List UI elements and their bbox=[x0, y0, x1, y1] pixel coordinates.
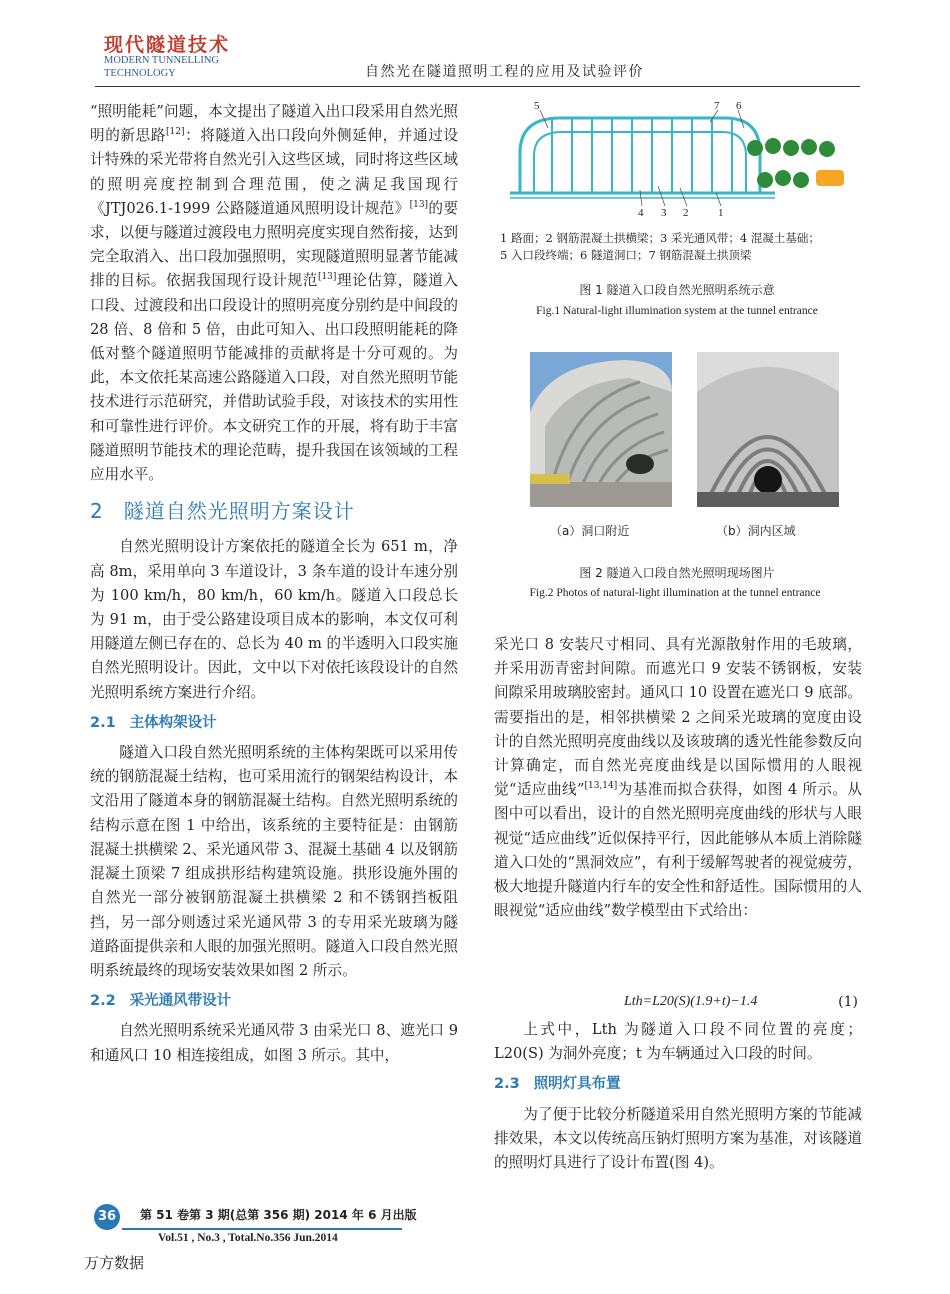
journal-title-en bbox=[104, 54, 219, 80]
header-divider bbox=[95, 86, 860, 87]
figure-label: 5 bbox=[534, 100, 540, 112]
citation: [12] bbox=[165, 127, 185, 138]
figure1-legend: 1 路面；2 钢筋混凝土拱横梁；3 采光通风带；4 混凝土基础； 5 入口段终端；6 隧道洞口；7 钢筋混凝土拱顶梁 bbox=[500, 231, 820, 262]
page-number: 36 bbox=[94, 1204, 120, 1230]
body-paragraph: 自然光照明设计方案依托的隧道全长为 651 m，净高 8m，采用单向 3 车道设计，3 条车道的设计车速分别为 100 km/h，80 km/h，60 km/h。隧道入口段总长为 91 m，由于受公路建设项目成本的影响，本文仅可利用隧道左侧已存在的、总长为 40 m 的半透明入口段实施自然光照明设计。因此，文中以下对依托该段设计的自然光照明系统方案进行介绍。 bbox=[90, 538, 458, 701]
body-paragraph: 隧道入口段自然光照明系统的主体构架既可以采用传统的钢筋混凝土结构，也可采用流行的钢架结构设计，本文沿用了隧道本身的钢筋混凝土结构。自然光照明系统的结构示意在图 1 中给出，该系统的主要特征是：由钢筋混凝土拱横梁 2、采光通风带 3、混凝土基础 4 以及钢筋混凝土顶梁 7 组成拱形结构建筑设施。拱形设施外围的自然光一部分被钢筋混凝土拱横梁 2 和不锈钢挡板阻挡，另一部分则透过采光通风带 3 的专用采光玻璃为隧道路面提供亲和人眼的加强光照明。隧道入口段自然光照明系统最终的现场安装效果如图 2 所示。 bbox=[90, 744, 458, 979]
journal-title-en-line1: MODERN TUNNELLING bbox=[104, 55, 220, 66]
body-paragraph: 上式中，Lth 为隧道入口段不同位置的亮度；L20(S) 为洞外亮度；t 为车辆通过入口段的时间。 bbox=[494, 1021, 862, 1063]
issue-info-en: Vol.51 , No.3 , Total.No.356 Jun.2014 bbox=[158, 1232, 338, 1244]
figure2-subcaption-b: （b）洞内区域 bbox=[716, 524, 796, 538]
figure-label: 6 bbox=[736, 100, 742, 112]
running-title: 自然光在隧道照明工程的应用及试验评价 bbox=[365, 64, 644, 80]
left-column bbox=[90, 100, 458, 1068]
body-paragraph: 为了便于比较分析隧道采用自然光照明方案的节能减排效果，本文以传统高压钠灯照明方案为基准，对该隧道的照明灯具进行了设计布置(图 4)。 bbox=[494, 1105, 862, 1172]
figure2-subcaption-a: （a）洞口附近 bbox=[550, 524, 630, 538]
source-watermark: 万方数据 bbox=[84, 1254, 145, 1272]
figure-label: 2 bbox=[683, 207, 689, 219]
body-paragraph: 采光口 8 安装尺寸相同、具有光源散射作用的毛玻璃，并采用沥青密封间隙。而遮光口 9 安装不锈钢板，安装间隙采用玻璃胶密封。通风口 10 设置在遮光口 9 底部。需要指出的是，相邻拱横梁 2 之间采光玻璃的宽度由设计的自然光照明亮度曲线以及该玻璃的透光性能参数反向计算确定，而自然光亮度曲线是以国际惯用的人眼视觉“适应曲线”[13,14]为基准而拟合获得，如图 4 所示。从图中可以看出，设计的自然光照明亮度曲线的形状与人眼视觉“适应曲线”近似保持平行，因此能够从本质上消除隧道入口处的“黑洞效应”，有利于缓解驾驶者的视觉疲劳，极大地提升隧道内行车的安全性和舒适性。国际惯用的人眼视觉“适应曲线”数学模型由下式给出： bbox=[494, 636, 862, 920]
figure-label: 3 bbox=[661, 207, 667, 219]
figure-label: 4 bbox=[638, 207, 644, 219]
figure2-caption-cn: 图 2 隧道入口段自然光照明现场图片 bbox=[579, 566, 775, 580]
figure-label: 1 bbox=[718, 207, 724, 219]
citation: [13] bbox=[317, 272, 337, 283]
citation: [13,14] bbox=[584, 781, 618, 792]
issue-info-cn: 第 51 卷第 3 期(总第 356 期) 2014 年 6 月出版 bbox=[140, 1208, 417, 1222]
photo-tunnel-interior bbox=[697, 352, 839, 507]
journal-title-en-line2: TECHNOLOGY bbox=[104, 68, 176, 79]
photo-tunnel-entrance bbox=[530, 352, 672, 507]
section-heading: 2 隧道自然光照明方案设计 bbox=[90, 499, 355, 524]
bus-icon bbox=[816, 170, 844, 186]
right-column-lower bbox=[494, 1018, 862, 1175]
right-column bbox=[494, 633, 862, 923]
figure-label: 7 bbox=[714, 100, 720, 112]
citation: [13] bbox=[409, 199, 429, 210]
subsection-heading: 2.1 主体构架设计 bbox=[90, 714, 217, 731]
body-paragraph: 自然光照明系统采光通风带 3 由采光口 8、遮光口 9 和通风口 10 相连接组成，如图 3 所示。其中， bbox=[90, 1022, 458, 1064]
subsection-heading: 2.2 采光通风带设计 bbox=[90, 993, 232, 1010]
subsection-heading: 2.3 照明灯具布置 bbox=[494, 1076, 621, 1093]
figure1-tunnel-diagram bbox=[500, 98, 850, 223]
figure2-caption-en: Fig.2 Photos of natural-light illumination at the tunnel entrance bbox=[529, 587, 821, 599]
figure1-caption-cn: 图 1 隧道入口段自然光照明系统示意 bbox=[579, 283, 775, 297]
intro-paragraph: “照明能耗”问题，本文提出了隧道入出口段采用自然光照明的新思路[12]：将隧道入出口段向外侧延伸，并通过设计特殊的采光带将自然光引入这些区域，同时将这些区域的照明亮度控制到合理范围，使之满足我国现行《JTJ026.1-1999 公路隧道通风照明设计规范》[13]的要求，以便与隧道过渡段电力照明亮度实现自然衔接，达到完全取消入、出口段加强照明，实现隧道照明显著节能减排的目标。依据我国现行设计规范[13]理论估算，隧道入口段、过渡段和出口段设计的照明亮度分别约是中间段的 28 倍、8 倍和 5 倍，由此可知入、出口段照明能耗的降低对整个隧道照明节能减排的贡献将是十分可观的。为此，本文依托某高速公路隧道入口段，对自然光照明节能技术进行示范研究，并借助试验手段，对该技术的实用性和可靠性进行评价。本文研究工作的开展，将有助于丰富隧道照明节能技术的理论范畴，提升我国在该领域的工程应用水平。 bbox=[90, 103, 458, 484]
journal-title-cn: 现代隧道技术 bbox=[104, 34, 231, 56]
footer-divider bbox=[122, 1228, 402, 1230]
equation-formula: Lth=L20(S)(1.9+t)−1.4 bbox=[624, 994, 758, 1009]
figure1-caption-en: Fig.1 Natural-light illumination system at the tunnel entrance bbox=[536, 305, 818, 317]
equation-number: (1) bbox=[838, 994, 858, 1010]
